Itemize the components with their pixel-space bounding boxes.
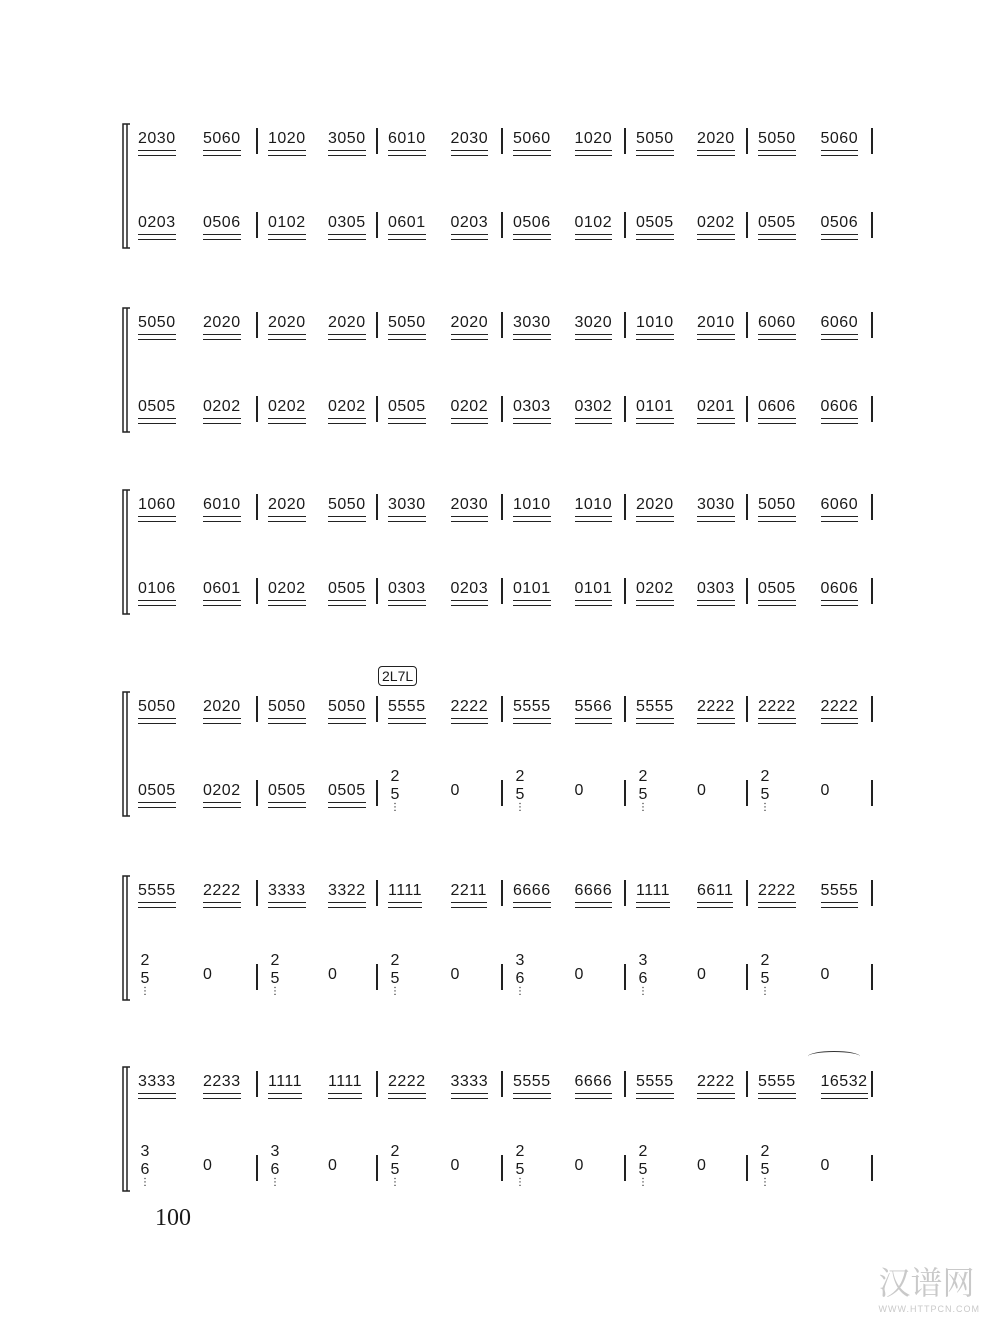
note-group: 0102 bbox=[268, 214, 306, 231]
note-group: 2222 bbox=[388, 1073, 426, 1090]
bar-line bbox=[501, 964, 503, 990]
bar-line bbox=[501, 396, 503, 422]
bar-line bbox=[746, 212, 748, 238]
note-group: 1010 bbox=[513, 496, 551, 513]
chord-note: 2 5 ⋮ bbox=[638, 768, 648, 813]
bar-line bbox=[501, 578, 503, 604]
watermark bbox=[879, 1258, 980, 1314]
note-group: 5050 bbox=[758, 130, 796, 147]
note-group: 5050 bbox=[138, 314, 176, 331]
bar-line bbox=[501, 212, 503, 238]
note-group: 2020 bbox=[636, 496, 674, 513]
bar-line bbox=[256, 578, 258, 604]
bar-line bbox=[256, 880, 258, 906]
bar-line bbox=[501, 312, 503, 338]
note-group: 0101 bbox=[513, 580, 551, 597]
bar-line bbox=[746, 494, 748, 520]
note-group: 2222 bbox=[758, 882, 796, 899]
bar-line bbox=[624, 312, 626, 338]
note-group: 0505 bbox=[268, 782, 306, 799]
bar-line bbox=[746, 780, 748, 806]
note-group: 5050 bbox=[388, 314, 426, 331]
bar-line bbox=[376, 212, 378, 238]
note-group: 0303 bbox=[388, 580, 426, 597]
note-group: 3322 bbox=[328, 882, 366, 899]
bar-line bbox=[746, 396, 748, 422]
bar-line bbox=[746, 578, 748, 604]
upper-staff bbox=[118, 1065, 868, 1105]
rest-note: 0 bbox=[697, 1157, 707, 1174]
note-group: 6666 bbox=[574, 882, 613, 899]
score-system bbox=[118, 122, 863, 272]
note-group: 1010 bbox=[636, 314, 674, 331]
note-group: 2020 bbox=[203, 314, 241, 331]
rest-note: 0 bbox=[203, 1157, 213, 1174]
bar-line bbox=[501, 880, 503, 906]
note-group: 5050 bbox=[636, 130, 674, 147]
note-group: 0505 bbox=[758, 580, 796, 597]
note-group: 2222 bbox=[697, 1073, 735, 1090]
note-group: 0505 bbox=[138, 782, 176, 799]
chord-note: 2 5 ⋮ bbox=[515, 1143, 525, 1188]
watermark-url: WWW.HTTPCN.COM bbox=[878, 1304, 980, 1314]
bar-line bbox=[256, 494, 258, 520]
bar-line bbox=[501, 1071, 503, 1097]
bar-line bbox=[624, 212, 626, 238]
rest-note: 0 bbox=[574, 1157, 584, 1174]
bar-line bbox=[501, 696, 503, 722]
bar-line bbox=[376, 312, 378, 338]
note-group: 0201 bbox=[697, 398, 735, 415]
lower-staff bbox=[118, 572, 863, 612]
bar-line bbox=[376, 494, 378, 520]
note-group: 0106 bbox=[138, 580, 176, 597]
note-group: 5050 bbox=[328, 496, 366, 513]
rest-note: 0 bbox=[328, 1157, 338, 1174]
chord-note: 2 5 ⋮ bbox=[760, 768, 770, 813]
note-group: 5555 bbox=[758, 1073, 796, 1090]
bar-line bbox=[256, 1155, 258, 1181]
rest-note: 0 bbox=[820, 966, 830, 983]
score-system bbox=[118, 488, 863, 638]
bar-line bbox=[871, 312, 873, 338]
note-group: 2222 bbox=[203, 882, 241, 899]
note-group: 6010 bbox=[388, 130, 426, 147]
bar-line bbox=[624, 780, 626, 806]
bar-line bbox=[376, 396, 378, 422]
bar-line bbox=[871, 964, 873, 990]
bar-line bbox=[376, 578, 378, 604]
note-group: 3030 bbox=[697, 496, 735, 513]
page-number: 100 bbox=[155, 1205, 191, 1231]
note-group: 1060 bbox=[138, 496, 176, 513]
note-group: 3333 bbox=[450, 1073, 489, 1090]
bar-line bbox=[746, 128, 748, 154]
note-group: 2222 bbox=[758, 698, 796, 715]
chord-note: 3 6 ⋮ bbox=[638, 952, 648, 997]
note-group: 0202 bbox=[268, 398, 306, 415]
note-group: 2030 bbox=[450, 496, 489, 513]
bar-line bbox=[624, 880, 626, 906]
note-group: 3050 bbox=[328, 130, 366, 147]
bar-line bbox=[624, 578, 626, 604]
note-group: 5050 bbox=[268, 698, 306, 715]
note-group: 6611 bbox=[697, 882, 734, 899]
rest-note: 0 bbox=[203, 966, 213, 983]
note-group: 1111 bbox=[268, 1073, 303, 1090]
score-system bbox=[118, 874, 863, 1024]
rest-note: 0 bbox=[450, 966, 460, 983]
bar-line bbox=[624, 128, 626, 154]
chord-note: 2 5 ⋮ bbox=[270, 952, 280, 997]
note-group: 0303 bbox=[697, 580, 735, 597]
slur-mark bbox=[808, 1051, 860, 1062]
note-group: 1111 bbox=[388, 882, 423, 899]
note-group: 0202 bbox=[697, 214, 735, 231]
bar-line bbox=[746, 696, 748, 722]
bar-line bbox=[624, 1155, 626, 1181]
bar-line bbox=[376, 880, 378, 906]
bar-line bbox=[871, 212, 873, 238]
note-group: 3333 bbox=[138, 1073, 176, 1090]
chord-note: 2 5 ⋮ bbox=[390, 768, 400, 813]
note-group: 0202 bbox=[268, 580, 306, 597]
score-system bbox=[118, 668, 863, 840]
note-group: 2020 bbox=[268, 496, 306, 513]
rest-note: 0 bbox=[328, 966, 338, 983]
bar-line bbox=[746, 1155, 748, 1181]
chord-note: 2 5 ⋮ bbox=[638, 1143, 648, 1188]
rest-note: 0 bbox=[450, 782, 460, 799]
bar-line bbox=[871, 128, 873, 154]
note-group: 0303 bbox=[513, 398, 551, 415]
note-group: 5060 bbox=[513, 130, 551, 147]
note-group: 0202 bbox=[203, 782, 241, 799]
lower-staff bbox=[118, 952, 863, 998]
note-group: 5566 bbox=[574, 698, 613, 715]
bar-line bbox=[746, 312, 748, 338]
note-group: 0601 bbox=[388, 214, 426, 231]
note-group: 1111 bbox=[636, 882, 671, 899]
note-group: 2030 bbox=[138, 130, 176, 147]
note-group: 6666 bbox=[513, 882, 551, 899]
note-group: 0606 bbox=[758, 398, 796, 415]
bar-line bbox=[871, 1155, 873, 1181]
bar-line bbox=[376, 964, 378, 990]
bar-line bbox=[871, 396, 873, 422]
note-group: 5555 bbox=[513, 1073, 551, 1090]
bar-line bbox=[256, 780, 258, 806]
note-group: 0101 bbox=[636, 398, 674, 415]
note-group: 2222 bbox=[697, 698, 735, 715]
score-system bbox=[118, 306, 863, 456]
score-system bbox=[118, 1065, 868, 1215]
chord-note: 2 5 ⋮ bbox=[760, 952, 770, 997]
upper-staff bbox=[118, 690, 863, 730]
bar-line bbox=[501, 494, 503, 520]
rest-note: 0 bbox=[450, 1157, 460, 1174]
bar-line bbox=[871, 696, 873, 722]
bar-line bbox=[746, 964, 748, 990]
note-group: 2020 bbox=[697, 130, 735, 147]
note-group: 2020 bbox=[203, 698, 241, 715]
bar-line bbox=[376, 696, 378, 722]
note-group: 16532 bbox=[820, 1073, 868, 1090]
note-group: 5555 bbox=[513, 698, 551, 715]
chord-note: 2 5 ⋮ bbox=[760, 1143, 770, 1188]
note-group: 0506 bbox=[513, 214, 551, 231]
note-group: 2222 bbox=[820, 698, 859, 715]
bar-line bbox=[256, 212, 258, 238]
note-group: 6060 bbox=[820, 314, 859, 331]
bar-line bbox=[501, 780, 503, 806]
bar-line bbox=[871, 780, 873, 806]
bar-line bbox=[376, 780, 378, 806]
note-group: 1010 bbox=[574, 496, 613, 513]
note-group: 6666 bbox=[574, 1073, 613, 1090]
note-group: 2020 bbox=[328, 314, 366, 331]
note-group: 0202 bbox=[203, 398, 241, 415]
chord-note: 2 5 ⋮ bbox=[390, 1143, 400, 1188]
rest-note: 0 bbox=[820, 1157, 830, 1174]
note-group: 5555 bbox=[138, 882, 176, 899]
bar-line bbox=[376, 1071, 378, 1097]
note-group: 0506 bbox=[820, 214, 859, 231]
note-group: 2211 bbox=[450, 882, 487, 899]
upper-staff bbox=[118, 874, 863, 914]
note-group: 5050 bbox=[138, 698, 176, 715]
rest-note: 0 bbox=[697, 966, 707, 983]
upper-staff bbox=[118, 488, 863, 528]
note-group: 0102 bbox=[574, 214, 613, 231]
note-group: 0606 bbox=[820, 580, 859, 597]
bar-line bbox=[624, 696, 626, 722]
note-group: 5555 bbox=[820, 882, 859, 899]
note-group: 3333 bbox=[268, 882, 306, 899]
rest-note: 0 bbox=[574, 966, 584, 983]
note-group: 0505 bbox=[138, 398, 176, 415]
note-group: 0506 bbox=[203, 214, 241, 231]
note-group: 2030 bbox=[450, 130, 489, 147]
bar-line bbox=[376, 128, 378, 154]
note-group: 6010 bbox=[203, 496, 241, 513]
note-group: 1111 bbox=[328, 1073, 363, 1090]
note-group: 1020 bbox=[574, 130, 613, 147]
bar-line bbox=[256, 396, 258, 422]
note-group: 2233 bbox=[203, 1073, 241, 1090]
bar-line bbox=[256, 964, 258, 990]
lower-staff bbox=[118, 768, 863, 814]
note-group: 5050 bbox=[758, 496, 796, 513]
note-group: 3030 bbox=[513, 314, 551, 331]
rest-note: 0 bbox=[574, 782, 584, 799]
chord-note: 3 6 ⋮ bbox=[515, 952, 525, 997]
note-group: 0203 bbox=[138, 214, 176, 231]
note-group: 5555 bbox=[636, 1073, 674, 1090]
bar-line bbox=[256, 696, 258, 722]
note-group: 2020 bbox=[450, 314, 489, 331]
chord-note: 3 6 ⋮ bbox=[140, 1143, 150, 1188]
bar-line bbox=[624, 396, 626, 422]
note-group: 0202 bbox=[450, 398, 489, 415]
note-group: 0302 bbox=[574, 398, 613, 415]
rest-note: 0 bbox=[820, 782, 830, 799]
note-group: 5060 bbox=[820, 130, 859, 147]
boxed-annotation: 2L7L bbox=[378, 666, 417, 686]
note-group: 0606 bbox=[820, 398, 859, 415]
bar-line bbox=[256, 128, 258, 154]
chord-note: 2 5 ⋮ bbox=[390, 952, 400, 997]
note-group: 5060 bbox=[203, 130, 241, 147]
note-group: 0202 bbox=[328, 398, 366, 415]
note-group: 5555 bbox=[636, 698, 674, 715]
bar-line bbox=[256, 312, 258, 338]
note-group: 0101 bbox=[574, 580, 613, 597]
bar-line bbox=[624, 964, 626, 990]
note-group: 6060 bbox=[758, 314, 796, 331]
note-group: 3020 bbox=[574, 314, 613, 331]
note-group: 5050 bbox=[328, 698, 366, 715]
upper-staff bbox=[118, 306, 863, 346]
note-group: 1020 bbox=[268, 130, 306, 147]
note-group: 2010 bbox=[697, 314, 735, 331]
bar-line bbox=[871, 1071, 873, 1097]
note-group: 2222 bbox=[450, 698, 489, 715]
bar-line bbox=[501, 128, 503, 154]
note-group: 0203 bbox=[450, 214, 489, 231]
note-group: 0505 bbox=[636, 214, 674, 231]
note-group: 0202 bbox=[636, 580, 674, 597]
note-group: 6060 bbox=[820, 496, 859, 513]
note-group: 5555 bbox=[388, 698, 426, 715]
note-group: 0505 bbox=[758, 214, 796, 231]
bar-line bbox=[746, 1071, 748, 1097]
bar-line bbox=[256, 1071, 258, 1097]
bar-line bbox=[871, 494, 873, 520]
bar-line bbox=[624, 494, 626, 520]
bar-line bbox=[871, 880, 873, 906]
bar-line bbox=[746, 880, 748, 906]
note-group: 3030 bbox=[388, 496, 426, 513]
bar-line bbox=[624, 1071, 626, 1097]
lower-staff bbox=[118, 206, 863, 246]
bar-line bbox=[871, 578, 873, 604]
lower-staff bbox=[118, 390, 863, 430]
chord-note: 2 5 ⋮ bbox=[515, 768, 525, 813]
note-group: 0505 bbox=[388, 398, 426, 415]
note-group: 0505 bbox=[328, 782, 366, 799]
note-group: 0305 bbox=[328, 214, 366, 231]
note-group: 2020 bbox=[268, 314, 306, 331]
bar-line bbox=[501, 1155, 503, 1181]
note-group: 0505 bbox=[328, 580, 366, 597]
bar-line bbox=[376, 1155, 378, 1181]
lower-staff bbox=[118, 1143, 863, 1189]
note-group: 0601 bbox=[203, 580, 241, 597]
watermark-logo: 汉谱网 bbox=[878, 1264, 975, 1302]
rest-note: 0 bbox=[697, 782, 707, 799]
chord-note: 2 5 ⋮ bbox=[140, 952, 150, 997]
note-group: 0203 bbox=[450, 580, 489, 597]
upper-staff bbox=[118, 122, 863, 162]
chord-note: 3 6 ⋮ bbox=[270, 1143, 280, 1188]
